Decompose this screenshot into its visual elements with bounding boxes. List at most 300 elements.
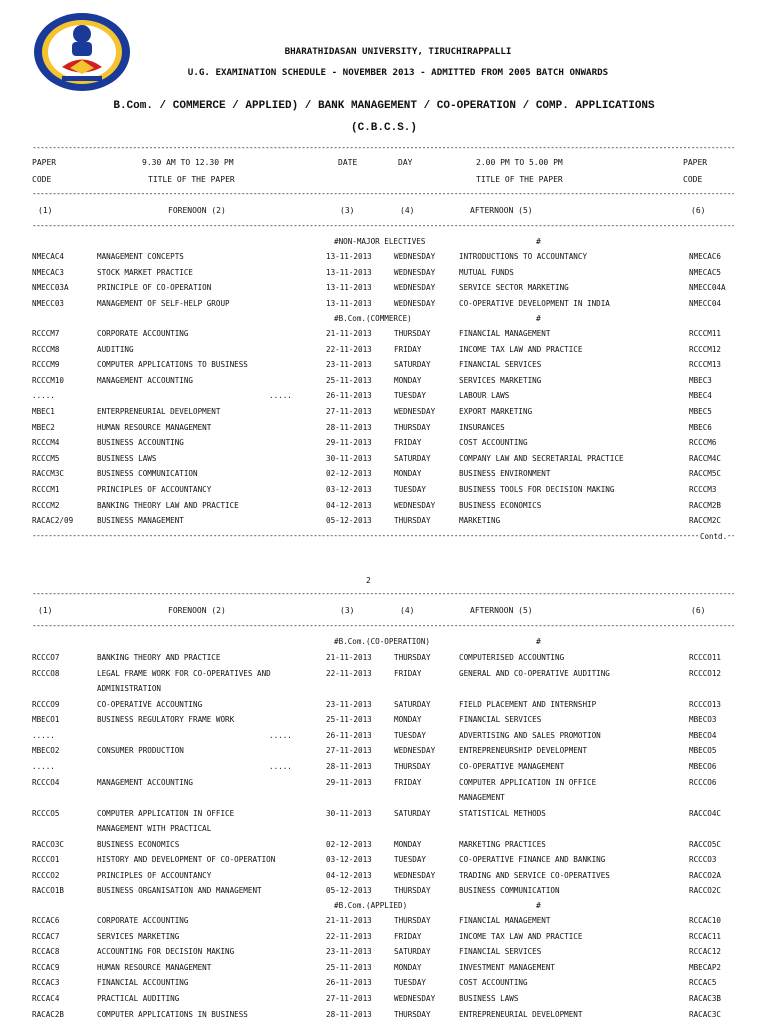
num-4: (4)	[400, 206, 415, 215]
exam-day: MONDAY	[394, 715, 422, 725]
paper-code-fn: RCCCO5	[32, 808, 60, 818]
paper-code-an: RCCCM6	[689, 438, 717, 448]
paper-title-fn: HUMAN RESOURCE MANAGEMENT	[97, 962, 212, 972]
paper-code-fn: RCCCM1	[32, 485, 60, 494]
paper-title-an: CO-OPERATIVE DEVELOPMENT IN INDIA	[459, 298, 610, 308]
schedule-row	[0, 715, 768, 729]
section-hash: #	[536, 901, 541, 910]
exam-day: SATURDAY	[394, 808, 431, 818]
paper-title-fn: HISTORY AND DEVELOPMENT OF CO-OPERATION	[97, 855, 276, 865]
paper-title-an: FINANCIAL SERVICES	[459, 947, 542, 957]
schedule-title: U.G. EXAMINATION SCHEDULE - NOVEMBER 2013 - ADMITTED FROM 2005 BATCH ONWARDS	[187, 67, 609, 78]
paper-code-fn: RCCAC6	[32, 916, 60, 925]
col-fn-time: 9.30 AM TO 12.30 PM	[142, 158, 234, 167]
num-4: (4)	[400, 606, 415, 615]
paper-title-fn: ENTERPRENEURIAL DEVELOPMENT	[97, 407, 221, 416]
exam-day: THURSDAY	[394, 916, 431, 925]
exam-date: 05-12-2013	[326, 886, 372, 896]
schedule-row	[0, 653, 768, 667]
paper-code-an: RCCAC10	[689, 916, 722, 925]
paper-title-an: GENERAL AND CO-OPERATIVE AUDITING	[459, 668, 610, 678]
paper-code-fn: MBECO2	[32, 746, 60, 756]
exam-day: FRIDAY	[394, 777, 422, 787]
paper-title-fn: BUSINESS COMMUNICATION	[97, 469, 198, 479]
exam-date: 21-11-2013	[326, 329, 372, 338]
paper-title-an: TRADING AND SERVICE CO-OPERATIVES	[459, 870, 610, 880]
paper-title-fn: MANAGEMENT ACCOUNTING	[97, 777, 194, 787]
exam-date: 13-11-2013	[326, 252, 372, 261]
paper-title-an: FINANCIAL MANAGEMENT	[459, 916, 551, 925]
paper-title-fn: PRINCIPLE OF CO-OPERATION	[97, 283, 212, 293]
exam-day: WEDNESDAY	[394, 870, 436, 880]
exam-date: 03-12-2013	[326, 485, 372, 494]
paper-title-an: COMPUTER APPLICATION IN OFFICE	[459, 777, 597, 787]
paper-title-fn: FINANCIAL ACCOUNTING	[97, 978, 189, 988]
schedule-row	[0, 916, 768, 930]
schedule-row	[0, 994, 768, 1008]
col-paper2: PAPER	[683, 158, 708, 167]
paper-title-an: ADVERTISING AND SALES PROMOTION	[459, 730, 601, 740]
section-cooperation: #B.Com.(CO-OPERATION)	[334, 637, 431, 646]
paper-title-an: BUSINESS LAWS	[459, 994, 519, 1003]
paper-title-an: INVESTMENT MANAGEMENT	[459, 962, 556, 972]
paper-code-fn: RCCCO7	[32, 653, 60, 662]
schedule-row	[0, 423, 768, 437]
exam-day: WEDNESDAY	[394, 267, 436, 277]
schedule-row	[0, 762, 768, 776]
schedule-row	[0, 932, 768, 946]
col-code2: CODE	[683, 175, 703, 184]
paper-title-fn: STOCK MARKET PRACTICE	[97, 267, 194, 277]
paper-code-an: RCCCM12	[689, 344, 722, 354]
paper-code-an: RCCCO11	[689, 653, 722, 662]
exam-date: 02-12-2013	[326, 839, 372, 849]
paper-code-an: RCCCM11	[689, 329, 722, 338]
paper-title-an: SERVICES MARKETING	[459, 375, 542, 385]
paper-code-fn: RACCM3C	[32, 469, 65, 479]
schedule-row	[0, 855, 768, 869]
exam-date: 22-11-2013	[326, 344, 372, 354]
schedule-row	[0, 731, 768, 745]
paper-code-an: RACAC3C	[689, 1009, 722, 1019]
paper-code-fn: RCCCO1	[32, 855, 60, 865]
exam-day: WEDNESDAY	[394, 252, 436, 261]
paper-title-fn: BANKING THEORY LAW AND PRACTICE	[97, 500, 239, 510]
section-hash: #	[536, 237, 541, 246]
exam-day: TUESDAY	[394, 855, 427, 865]
paper-title-an: COMPANY LAW AND SECRETARIAL PRACTICE	[459, 453, 624, 463]
exam-day: SATURDAY	[394, 453, 431, 463]
paper-title-fn: BUSINESS ACCOUNTING	[97, 438, 184, 448]
exam-day: TUESDAY	[394, 485, 427, 494]
schedule-row	[0, 469, 768, 483]
exam-day: MONDAY	[394, 375, 422, 385]
num-afternoon: AFTERNOON (5)	[470, 206, 533, 215]
paper-code-fn: MBEC2	[32, 422, 55, 432]
paper-code-fn: RCCCO4	[32, 777, 60, 787]
paper-title-fn: HUMAN RESOURCE MANAGEMENT	[97, 422, 212, 432]
paper-title-fn: COMPUTER APPLICATIONS TO BUSINESS	[97, 360, 248, 370]
section-nme: #NON-MAJOR ELECTIVES	[334, 237, 426, 246]
exam-date: 23-11-2013	[326, 360, 372, 370]
programmes-title: B.Com. / COMMERCE / APPLIED) / BANK MANAGEMENT / CO-OPERATION / COMP. APPLICATIONS	[113, 100, 655, 112]
schedule-row	[0, 871, 768, 885]
schedule-row	[0, 407, 768, 421]
schedule-row	[0, 501, 768, 515]
paper-code-fn: RCCAC7	[32, 931, 60, 941]
exam-date: 25-11-2013	[326, 715, 372, 725]
schedule-row	[0, 808, 768, 833]
paper-title-fn: COMPUTER APPLICATION IN OFFICE	[97, 808, 235, 818]
paper-title-an-cont: MANAGEMENT	[459, 792, 505, 802]
section-hash: #	[536, 314, 541, 323]
paper-code-fn: RCCAC3	[32, 978, 60, 988]
paper-code-fn: RCCCO8	[32, 668, 60, 678]
paper-code-an: MBEC4	[689, 391, 712, 401]
exam-day: SATURDAY	[394, 360, 431, 370]
paper-title-fn: LEGAL FRAME WORK FOR CO-OPERATIVES AND	[97, 668, 271, 678]
placeholder-dots: .....	[269, 391, 292, 401]
paper-code-an: MBEC5	[689, 407, 712, 416]
paper-title-fn: AUDITING	[97, 344, 134, 354]
schedule-row	[0, 345, 768, 359]
paper-title-an: MARKETING	[459, 516, 501, 526]
paper-code-fn: MBEC1	[32, 407, 55, 416]
exam-day: WEDNESDAY	[394, 746, 436, 756]
paper-title-fn: CORPORATE ACCOUNTING	[97, 329, 189, 338]
paper-code-fn: NMECC03	[32, 298, 65, 308]
schedule-row	[0, 1010, 768, 1024]
exam-date: 04-12-2013	[326, 500, 372, 510]
paper-title-an: COMPUTERISED ACCOUNTING	[459, 653, 565, 662]
paper-title-an: COST ACCOUNTING	[459, 978, 528, 988]
paper-code-fn: RCCAC8	[32, 947, 60, 957]
exam-date: 29-11-2013	[326, 438, 372, 448]
exam-date: 27-11-2013	[326, 746, 372, 756]
exam-date: 21-11-2013	[326, 653, 372, 662]
exam-date: 27-11-2013	[326, 407, 372, 416]
paper-title-fn: MANAGEMENT ACCOUNTING	[97, 375, 194, 385]
exam-day: TUESDAY	[394, 730, 427, 740]
divider	[32, 190, 734, 198]
schedule-row	[0, 299, 768, 313]
exam-day: THURSDAY	[394, 1009, 431, 1019]
paper-title-an: MARKETING PRACTICES	[459, 839, 546, 849]
exam-day: MONDAY	[394, 962, 422, 972]
exam-date: 22-11-2013	[326, 668, 372, 678]
num-1: (1)	[38, 606, 53, 615]
paper-title-fn: PRINCIPLES OF ACCOUNTANCY	[97, 485, 212, 494]
col-an-time: 2.00 PM TO 5.00 PM	[476, 158, 563, 167]
paper-title-an: BUSINESS TOOLS FOR DECISION MAKING	[459, 485, 615, 494]
paper-title-an: EXPORT MARKETING	[459, 407, 533, 416]
paper-code-fn: NMECAC4	[32, 252, 65, 261]
schedule-row	[0, 746, 768, 760]
paper-code-an: RCCCO3	[689, 855, 717, 865]
paper-code-an: RCCCO12	[689, 668, 722, 678]
exam-date: 25-11-2013	[326, 962, 372, 972]
schedule-row	[0, 391, 768, 405]
exam-date: 22-11-2013	[326, 931, 372, 941]
paper-title-fn: MANAGEMENT OF SELF-HELP GROUP	[97, 298, 230, 308]
paper-code-an: NMECC04A	[689, 283, 726, 293]
exam-day: TUESDAY	[394, 978, 427, 988]
section-hash: #	[536, 637, 541, 646]
paper-title-fn: SERVICES MARKETING	[97, 931, 180, 941]
paper-code-an: MBECO4	[689, 730, 717, 740]
exam-date: 13-11-2013	[326, 267, 372, 277]
schedule-row	[0, 886, 768, 900]
paper-title-an: BUSINESS ECONOMICS	[459, 500, 542, 510]
paper-title-fn: CONSUMER PRODUCTION	[97, 746, 184, 756]
exam-date: 23-11-2013	[326, 947, 372, 957]
paper-title-fn: PRACTICAL AUDITING	[97, 994, 180, 1003]
paper-title-an: FIELD PLACEMENT AND INTERNSHIP	[459, 699, 597, 709]
paper-code-fn: RACAC2/09	[32, 516, 74, 526]
exam-day: WEDNESDAY	[394, 500, 436, 510]
exam-day: MONDAY	[394, 469, 422, 479]
paper-title-fn: MANAGEMENT CONCEPTS	[97, 252, 184, 261]
schedule-row	[0, 360, 768, 374]
num-3: (3)	[340, 206, 355, 215]
paper-code-an: RCCAC12	[689, 947, 722, 957]
paper-title-an: COST ACCOUNTING	[459, 438, 528, 448]
paper-code-an: RCCCM3	[689, 485, 717, 494]
num-3: (3)	[340, 606, 355, 615]
exam-day: SATURDAY	[394, 699, 431, 709]
paper-title-an: BUSINESS ENVIRONMENT	[459, 469, 551, 479]
num-6: (6)	[691, 606, 706, 615]
exam-day: THURSDAY	[394, 762, 431, 771]
paper-title-fn-cont: ADMINISTRATION	[97, 683, 162, 693]
paper-code-fn: RCCCO2	[32, 870, 60, 880]
exam-day: SATURDAY	[394, 947, 431, 957]
exam-date: 28-11-2013	[326, 1009, 372, 1019]
divider	[32, 144, 734, 152]
col-title: TITLE OF THE PAPER	[148, 175, 235, 184]
num-forenoon: FORENOON (2)	[168, 206, 226, 215]
paper-code-fn: RCCAC9	[32, 962, 60, 972]
paper-code-an: RACCO2C	[689, 886, 722, 896]
paper-code-an: NMECAC5	[689, 267, 722, 277]
schedule-row	[0, 947, 768, 961]
exam-day: WEDNESDAY	[394, 407, 436, 416]
divider	[32, 222, 734, 230]
section-applied: #B.Com.(APPLIED)	[334, 901, 408, 910]
schedule-row	[0, 978, 768, 992]
paper-code-an: RACCO5C	[689, 839, 722, 849]
paper-title-an: MUTUAL FUNDS	[459, 267, 514, 277]
paper-code-an: RCCAC5	[689, 978, 717, 988]
paper-title-an: ENTREPRENEURIAL DEVELOPMENT	[459, 1009, 583, 1019]
exam-date: 26-11-2013	[326, 730, 372, 740]
exam-date: 13-11-2013	[326, 298, 372, 308]
schedule-row	[0, 438, 768, 452]
section-commerce: #B.Com.(COMMERCE)	[334, 314, 412, 323]
paper-code-an: RCCCO13	[689, 699, 722, 709]
paper-code-fn: MBECO1	[32, 715, 60, 725]
paper-code-an: RACCM2C	[689, 516, 722, 526]
schedule-row	[0, 252, 768, 266]
exam-date: 26-11-2013	[326, 978, 372, 988]
divider	[32, 590, 734, 598]
schedule-row	[0, 700, 768, 714]
exam-date: 28-11-2013	[326, 422, 372, 432]
paper-title-an: FINANCIAL SERVICES	[459, 715, 542, 725]
paper-title-an: INSURANCES	[459, 422, 505, 432]
paper-code-fn: RCCCM9	[32, 360, 60, 370]
placeholder-dots: .....	[269, 730, 292, 740]
num-forenoon: FORENOON (2)	[168, 606, 226, 615]
paper-code-an: RACCM2B	[689, 500, 722, 510]
exam-date: 05-12-2013	[326, 516, 372, 526]
paper-title-fn: CORPORATE ACCOUNTING	[97, 916, 189, 925]
paper-code-an: RCCAC11	[689, 931, 722, 941]
schedule-row	[0, 485, 768, 499]
schedule-row	[0, 268, 768, 282]
paper-title-fn: BUSINESS LAWS	[97, 453, 157, 463]
paper-code-fn: .....	[32, 730, 55, 740]
paper-code-an: NMECAC6	[689, 252, 722, 261]
paper-title-fn: COMPUTER APPLICATIONS IN BUSINESS	[97, 1009, 248, 1019]
paper-code-an: MBECO5	[689, 746, 717, 756]
scheme-title: (C.B.C.S.)	[350, 122, 417, 134]
paper-title-fn-cont: MANAGEMENT WITH PRACTICAL	[97, 823, 212, 833]
exam-date: 13-11-2013	[326, 283, 372, 293]
exam-date: 27-11-2013	[326, 994, 372, 1003]
schedule-row	[0, 777, 768, 802]
divider	[32, 532, 734, 540]
paper-code-an: MBEC6	[689, 422, 712, 432]
paper-code-fn: RCCCM10	[32, 375, 65, 385]
num-afternoon: AFTERNOON (5)	[470, 606, 533, 615]
exam-day: WEDNESDAY	[394, 298, 436, 308]
paper-title-an: SERVICE SECTOR MARKETING	[459, 283, 569, 293]
paper-code-fn: RCCCM8	[32, 344, 60, 354]
schedule-row	[0, 963, 768, 977]
schedule-row	[0, 376, 768, 390]
paper-title-fn: BUSINESS MANAGEMENT	[97, 516, 184, 526]
paper-code-an: RCCCO6	[689, 777, 717, 787]
exam-day: THURSDAY	[394, 422, 431, 432]
schedule-row	[0, 454, 768, 468]
schedule-row	[0, 840, 768, 854]
paper-code-fn: RACCO3C	[32, 839, 65, 849]
paper-code-fn: .....	[32, 762, 55, 771]
exam-day: WEDNESDAY	[394, 283, 436, 293]
exam-date: 21-11-2013	[326, 916, 372, 925]
paper-code-fn: RACAC2B	[32, 1009, 65, 1019]
schedule-row	[0, 329, 768, 343]
paper-title-fn: ACCOUNTING FOR DECISION MAKING	[97, 947, 235, 957]
contd-note: Contd.	[700, 532, 728, 541]
paper-title-an: CO-OPERATIVE MANAGEMENT	[459, 762, 565, 771]
paper-title-fn: BUSINESS ORGANISATION AND MANAGEMENT	[97, 886, 262, 896]
exam-day: WEDNESDAY	[394, 994, 436, 1003]
paper-title-an: INCOME TAX LAW AND PRACTICE	[459, 344, 583, 354]
col-day: DAY	[398, 158, 413, 167]
paper-code-an: RACCM4C	[689, 453, 722, 463]
exam-day: FRIDAY	[394, 344, 422, 354]
exam-date: 29-11-2013	[326, 777, 372, 787]
exam-day: THURSDAY	[394, 516, 431, 526]
paper-title-fn: CO-OPERATIVE ACCOUNTING	[97, 699, 203, 709]
exam-date: 28-11-2013	[326, 762, 372, 771]
exam-date: 04-12-2013	[326, 870, 372, 880]
col-title2: TITLE OF THE PAPER	[476, 175, 563, 184]
schedule-row	[0, 516, 768, 530]
exam-day: FRIDAY	[394, 931, 422, 941]
paper-title-fn: BUSINESS REGULATORY FRAME WORK	[97, 715, 235, 725]
exam-day: THURSDAY	[394, 329, 431, 338]
exam-day: FRIDAY	[394, 438, 422, 448]
paper-code-an: MBECO3	[689, 715, 717, 725]
university-name: BHARATHIDASAN UNIVERSITY, TIRUCHIRAPPALLI	[284, 46, 512, 57]
paper-code-fn: RCCCO9	[32, 699, 60, 709]
exam-date: 30-11-2013	[326, 808, 372, 818]
paper-title-an: LABOUR LAWS	[459, 391, 510, 401]
paper-code-an: RACAC3B	[689, 994, 722, 1003]
exam-day: THURSDAY	[394, 653, 431, 662]
divider	[32, 622, 734, 630]
schedule-row	[0, 283, 768, 297]
exam-date: 02-12-2013	[326, 469, 372, 479]
paper-title-fn: BUSINESS ECONOMICS	[97, 839, 180, 849]
paper-title-fn: BANKING THEORY AND PRACTICE	[97, 653, 221, 662]
paper-code-an: MBEC3	[689, 375, 712, 385]
col-paper: PAPER	[32, 158, 57, 167]
paper-title-fn: PRINCIPLES OF ACCOUNTANCY	[97, 870, 212, 880]
exam-date: 23-11-2013	[326, 699, 372, 709]
paper-code-an: RACCM5C	[689, 469, 722, 479]
exam-date: 25-11-2013	[326, 375, 372, 385]
placeholder-dots: .....	[269, 762, 292, 771]
paper-code-fn: NMECC03A	[32, 283, 69, 293]
paper-code-an: RACCO4C	[689, 808, 722, 818]
paper-title-an: INTRODUCTIONS TO ACCOUNTANCY	[459, 252, 588, 261]
paper-code-fn: RCCCM5	[32, 453, 60, 463]
exam-day: THURSDAY	[394, 886, 431, 896]
col-date: DATE	[338, 158, 358, 167]
paper-title-an: STATISTICAL METHODS	[459, 808, 546, 818]
paper-code-fn: RCCCM7	[32, 329, 60, 338]
paper-title-an: BUSINESS COMMUNICATION	[459, 886, 560, 896]
exam-date: 03-12-2013	[326, 855, 372, 865]
paper-code-an: MBECO6	[689, 762, 717, 771]
exam-day: TUESDAY	[394, 391, 427, 401]
num-1: (1)	[38, 206, 53, 215]
paper-code-an: RCCCM13	[689, 360, 722, 370]
paper-code-fn: RCCCM2	[32, 500, 60, 510]
paper-title-an: FINANCIAL SERVICES	[459, 360, 542, 370]
paper-title-an: ENTREPRENEURSHIP DEVELOPMENT	[459, 746, 588, 756]
paper-code-fn: RACCO1B	[32, 886, 65, 896]
paper-title-an: CO-OPERATIVE FINANCE AND BANKING	[459, 855, 606, 865]
paper-title-an: FINANCIAL MANAGEMENT	[459, 329, 551, 338]
paper-code-an: RACCO2A	[689, 870, 722, 880]
num-6: (6)	[691, 206, 706, 215]
paper-code-fn: .....	[32, 391, 55, 401]
paper-code-an: NMECC04	[689, 298, 722, 308]
paper-code-fn: RCCAC4	[32, 994, 60, 1003]
paper-code-fn: NMECAC3	[32, 267, 65, 277]
exam-day: MONDAY	[394, 839, 422, 849]
exam-date: 30-11-2013	[326, 453, 372, 463]
paper-title-an: INCOME TAX LAW AND PRACTICE	[459, 931, 583, 941]
paper-code-an: MBECAP2	[689, 962, 722, 972]
exam-day: FRIDAY	[394, 668, 422, 678]
schedule-row	[0, 668, 768, 693]
